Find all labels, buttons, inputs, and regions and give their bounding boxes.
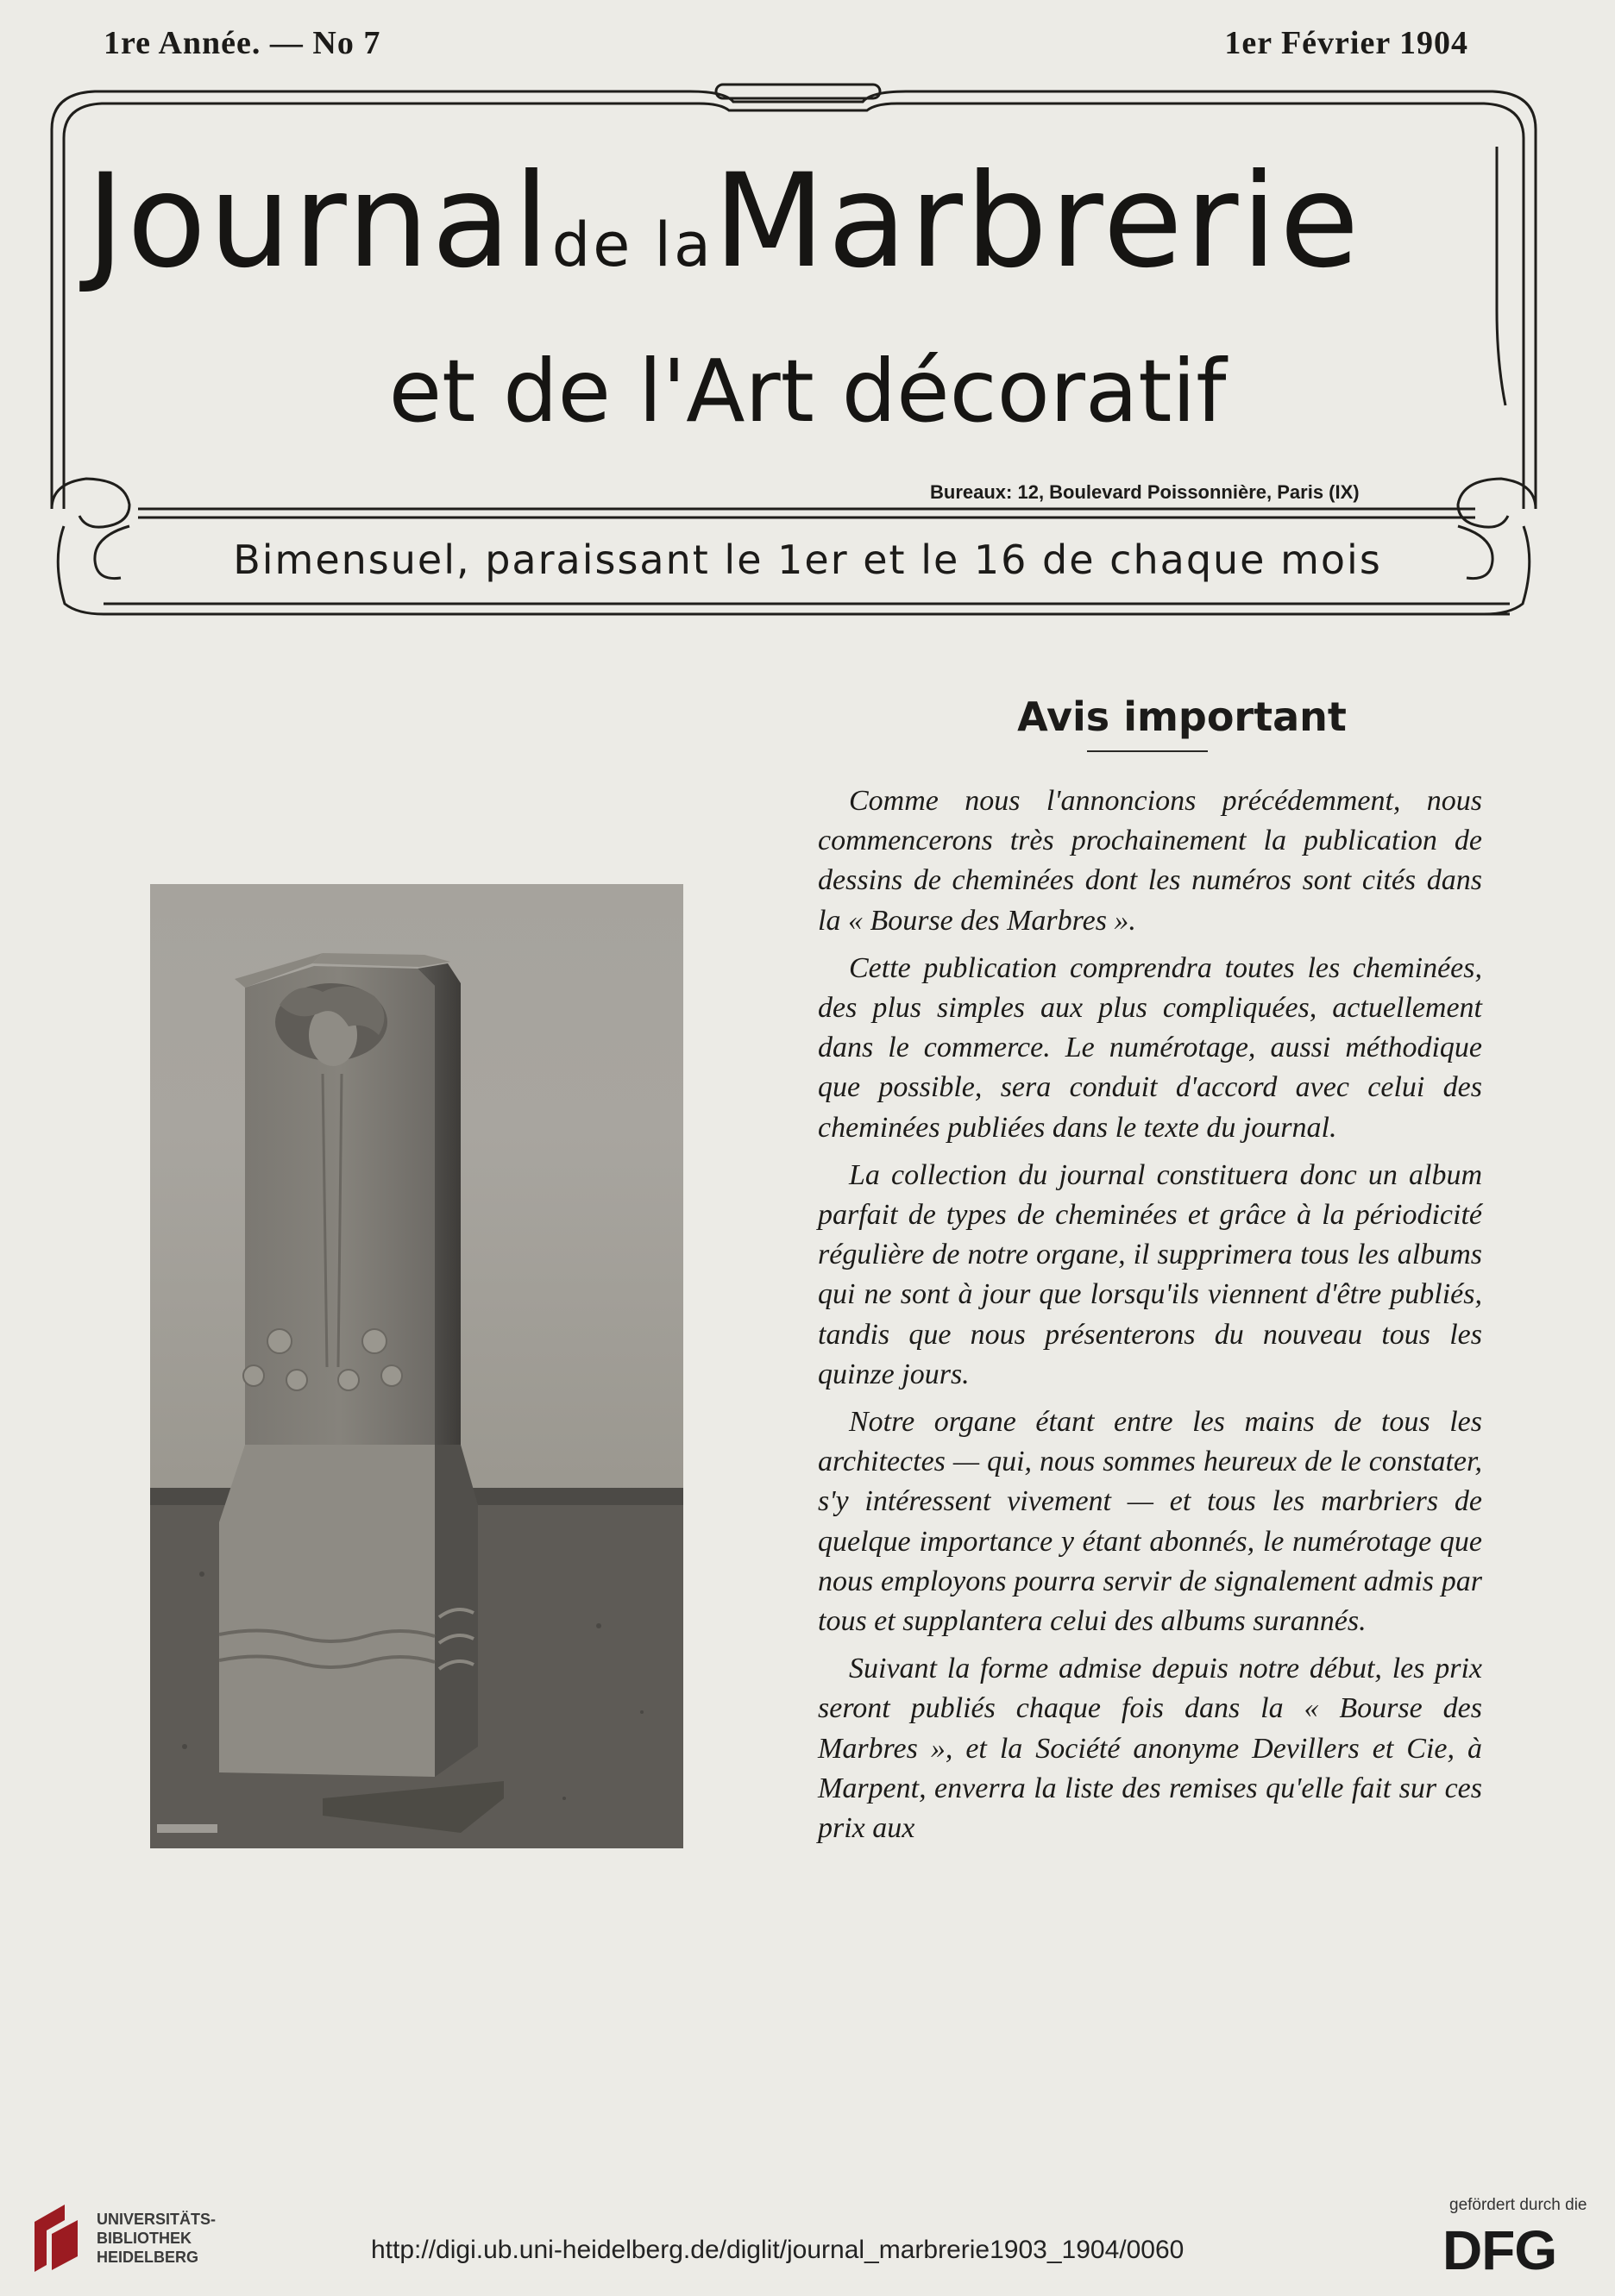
support-text: gefördert durch die (1449, 2196, 1587, 2214)
issue-number: 1re Année. — No 7 (104, 25, 381, 61)
paragraph: Cette publication comprendra toutes les cheminées, des plus simples aux plus compliquées, actuellement dans le commerce. Le numérotage, aussi méthodique que possible, sera conduit d'accord avec celui des cheminées publiées dans le texte du journal. (818, 951, 1482, 1144)
title-journal: Journal (86, 147, 552, 297)
institution-line: HEIDELBERG (97, 2249, 199, 2266)
article-title: Avis important (1017, 693, 1347, 741)
article-body (818, 781, 1482, 1856)
title-de-la: de la (551, 210, 713, 280)
institution-line: BIBLIOTHEK (97, 2230, 192, 2247)
paragraph: La collection du journal constituera donc un album parfait de types de cheminées et grâce à la périodicité régulière de notre organe, il supprimera tous les albums qui ne sont à jour que lorsqu'ils viennent d'être publiés, tandis que nous présenterons du nouveau tous les quinze jours. (818, 1158, 1482, 1390)
institution-name (97, 2210, 216, 2267)
source-url-link[interactable]: http://digi.ub.uni-heidelberg.de/diglit/journal_marbrerie1903_1904/0060 (371, 2236, 1185, 2264)
paragraph: Suivant la forme admise depuis notre début, les prix seront publiés chaque fois dans la « Bourse des Marbres », et la Société anonyme Devillers et Cie, à Marpent, enverra la liste des remises qu'elle fait sur ces prix aux (818, 1653, 1482, 1845)
paragraph: Notre organe étant entre les mains de tous les architectes — qui, nous sommes heureux de le constater, s'y intéressent vivement — et tous les marbriers de quelque importance y étant abonnés, le numérotage que nous employons pourra servir de signalement admis par tous et supplantera celui des albums surannés. (818, 1406, 1482, 1638)
monument-photograph (150, 884, 683, 1848)
title-marbrerie: Marbrerie (713, 147, 1362, 297)
masthead-subtitle: et de l'Art décoratif (388, 341, 1227, 442)
institution-line: UNIVERSITÄTS- (97, 2211, 217, 2228)
monument-image (150, 884, 683, 1848)
masthead-title (86, 147, 1501, 371)
issue-date: 1er Février 1904 (1224, 25, 1468, 61)
title-divider (1087, 750, 1208, 752)
dfg-logo: DFG (1442, 2219, 1557, 2281)
paragraph: Comme nous l'annoncions précédemment, nous commencerons très prochainement la publication de dessins de cheminées dont les numéros sont cités dans la « Bourse des Marbres ». (818, 785, 1482, 937)
university-library-logo-icon (26, 2196, 86, 2274)
bureaux-address: Bureaux: 12, Boulevard Poissonnière, Paris (IX) (930, 481, 1360, 503)
periodicity-line: Bimensuel, paraissant le 1er et le 16 de chaque mois (233, 536, 1382, 583)
